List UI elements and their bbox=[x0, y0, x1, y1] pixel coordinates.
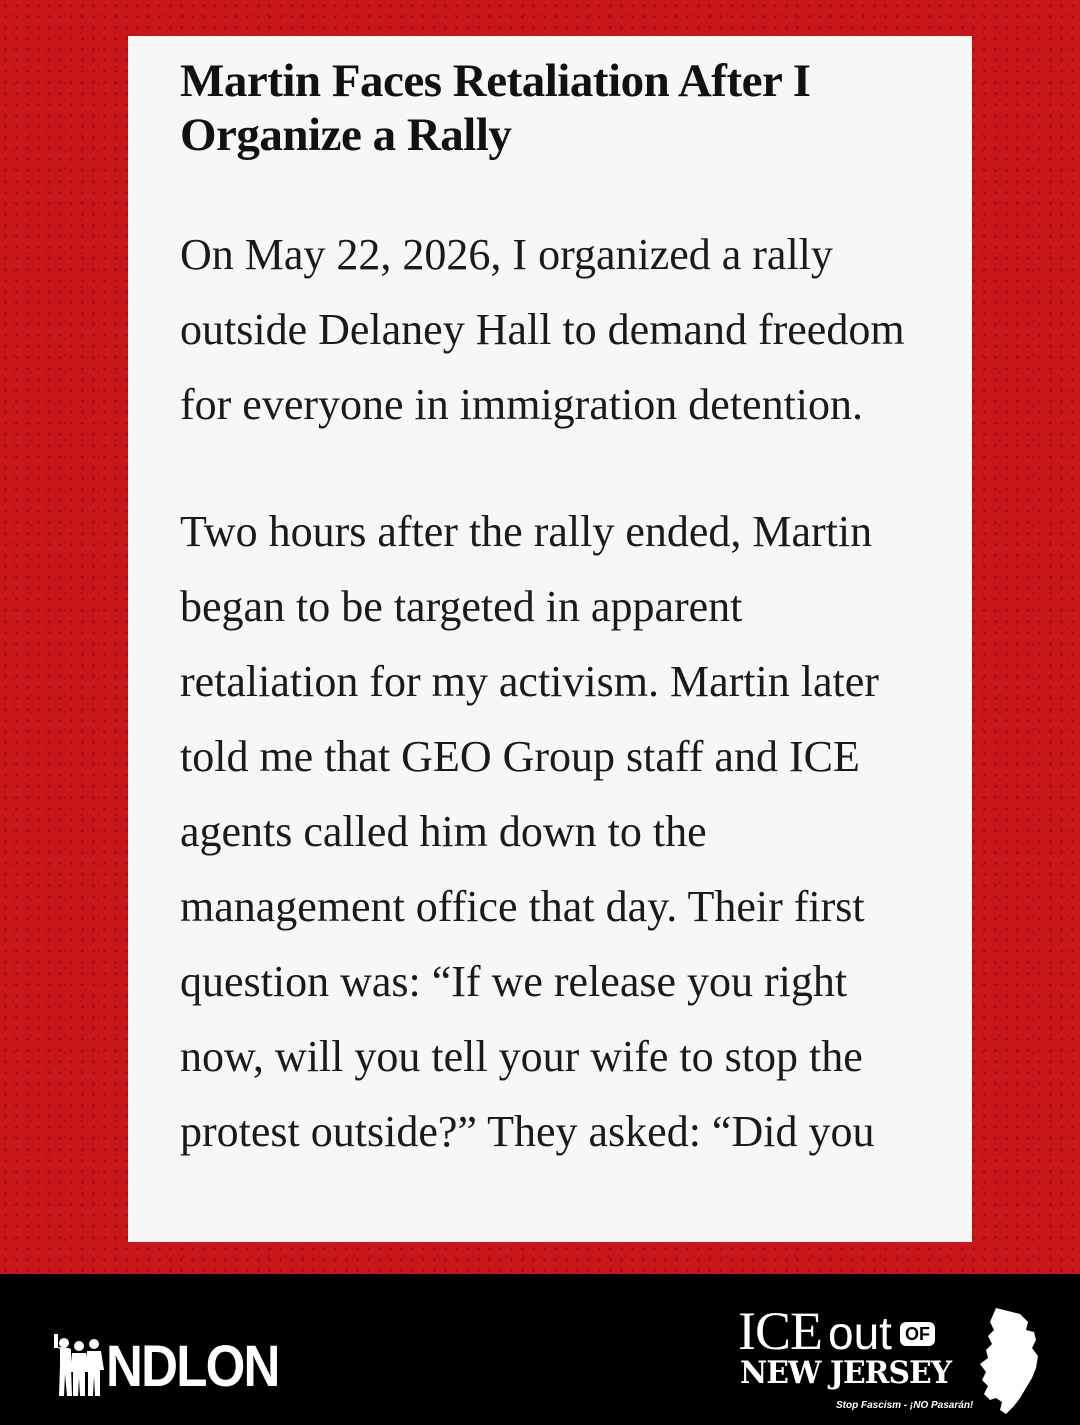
footer-bar bbox=[0, 1274, 1080, 1425]
new-jersey-map-icon bbox=[976, 1306, 1048, 1416]
article-body bbox=[180, 54, 920, 1169]
article-paragraph-1: On May 22, 2026, I organized a rally outside Delaney Hall to demand freedom for everyone in immigration detention. bbox=[180, 230, 905, 429]
ndlon-wordmark: NDLON bbox=[106, 1334, 279, 1399]
article-paragraph-2: Two hours after the rally ended, Martin began to be targeted in apparent retaliation for my activism. Martin later told me that GEO Group staff and ICE agents called him down to the management office that day. Their first question was: “If we release you right now, will you tell your wife to stop the protest outside?” They asked: “Did you bbox=[180, 507, 879, 1156]
ice-word: ICE bbox=[738, 1301, 822, 1361]
of-badge: OF bbox=[900, 1322, 935, 1346]
ndlon-logo bbox=[52, 1332, 302, 1399]
logo-tagline: Stop Fascism - ¡NO Pasarán! bbox=[836, 1400, 974, 1411]
article-card bbox=[128, 36, 972, 1242]
ndlon-figures-icon bbox=[52, 1334, 106, 1396]
ice-out-of-nj-logo bbox=[738, 1301, 1048, 1419]
article-title: Martin Faces Retaliation After I Organize a Rally bbox=[180, 55, 811, 161]
new-jersey-word: NEW JERSEY bbox=[740, 1355, 951, 1391]
out-word: out bbox=[828, 1307, 892, 1359]
ice-out-line bbox=[738, 1301, 935, 1361]
